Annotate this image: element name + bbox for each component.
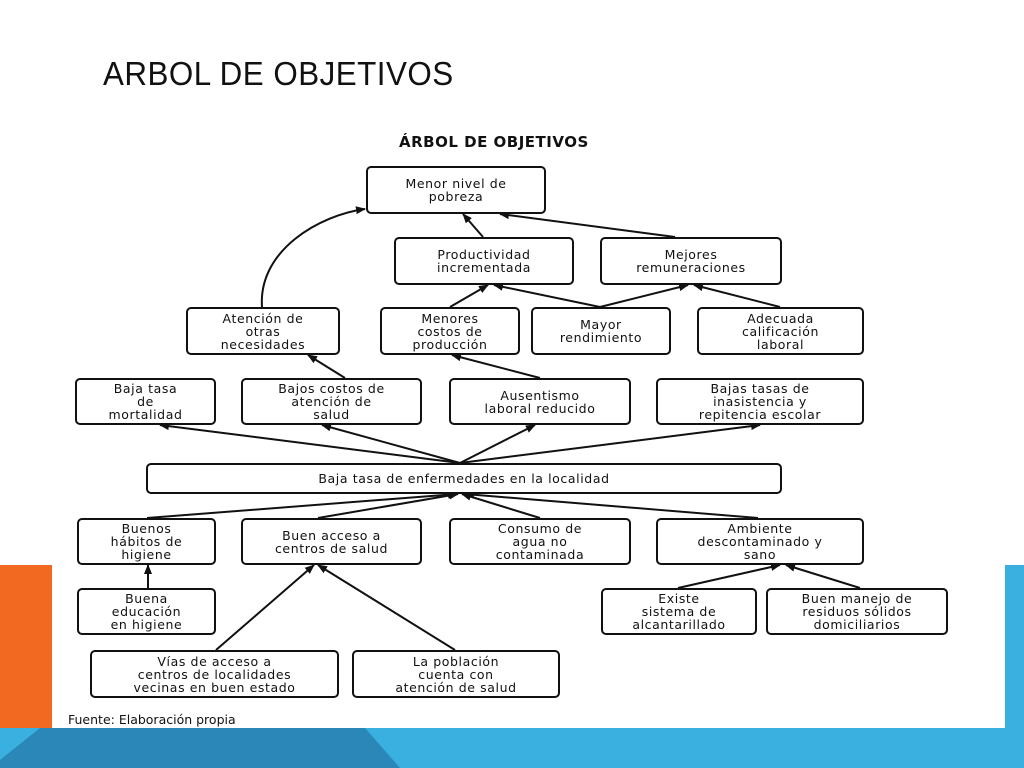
source-note: Fuente: Elaboración propia [68, 712, 236, 727]
diagram-title: ÁRBOL DE OBJETIVOS [399, 133, 589, 151]
node-menor-nivel-pobreza: Menor nivel de pobreza [366, 166, 546, 214]
node-baja-tasa-enfermedades: Baja tasa de enfermedades en la localidad [146, 463, 782, 494]
node-productividad-incrementada: Productividad incrementada [394, 237, 574, 285]
node-ambiente-descontaminado: Ambiente descontaminado y sano [656, 518, 864, 565]
node-menores-costos-produccion: Menores costos de producción [380, 307, 520, 355]
node-mayor-rendimiento: Mayor rendimiento [531, 307, 671, 355]
node-bajas-tasas-inasistencia: Bajas tasas de inasistencia y repitencia escolar [656, 378, 864, 425]
node-ausentismo-laboral-reducido: Ausentismo laboral reducido [449, 378, 631, 425]
slide-title: ARBOL DE OBJETIVOS [103, 55, 454, 92]
node-buenos-habitos-higiene: Buenos hábitos de higiene [77, 518, 216, 565]
node-manejo-residuos-solidos: Buen manejo de residuos sólidos domiciliarios [766, 588, 948, 635]
node-bajos-costos-atencion-salud: Bajos costos de atención de salud [241, 378, 422, 425]
node-buena-educacion-higiene: Buena educación en higiene [77, 588, 216, 635]
node-buen-acceso-centros-salud: Buen acceso a centros de salud [241, 518, 422, 565]
node-sistema-alcantarillado: Existe sistema de alcantarillado [601, 588, 757, 635]
node-poblacion-atencion-salud: La población cuenta con atención de salud [352, 650, 560, 698]
node-baja-tasa-mortalidad: Baja tasa de mortalidad [75, 378, 216, 425]
node-vias-acceso-localidades: Vías de acceso a centros de localidades vecinas en buen estado [90, 650, 339, 698]
node-consumo-agua-no-contaminada: Consumo de agua no contaminada [449, 518, 631, 565]
node-atencion-otras-necesidades: Atención de otras necesidades [186, 307, 340, 355]
node-mejores-remuneraciones: Mejores remuneraciones [600, 237, 782, 285]
node-adecuada-calificacion-laboral: Adecuada calificación laboral [697, 307, 864, 355]
